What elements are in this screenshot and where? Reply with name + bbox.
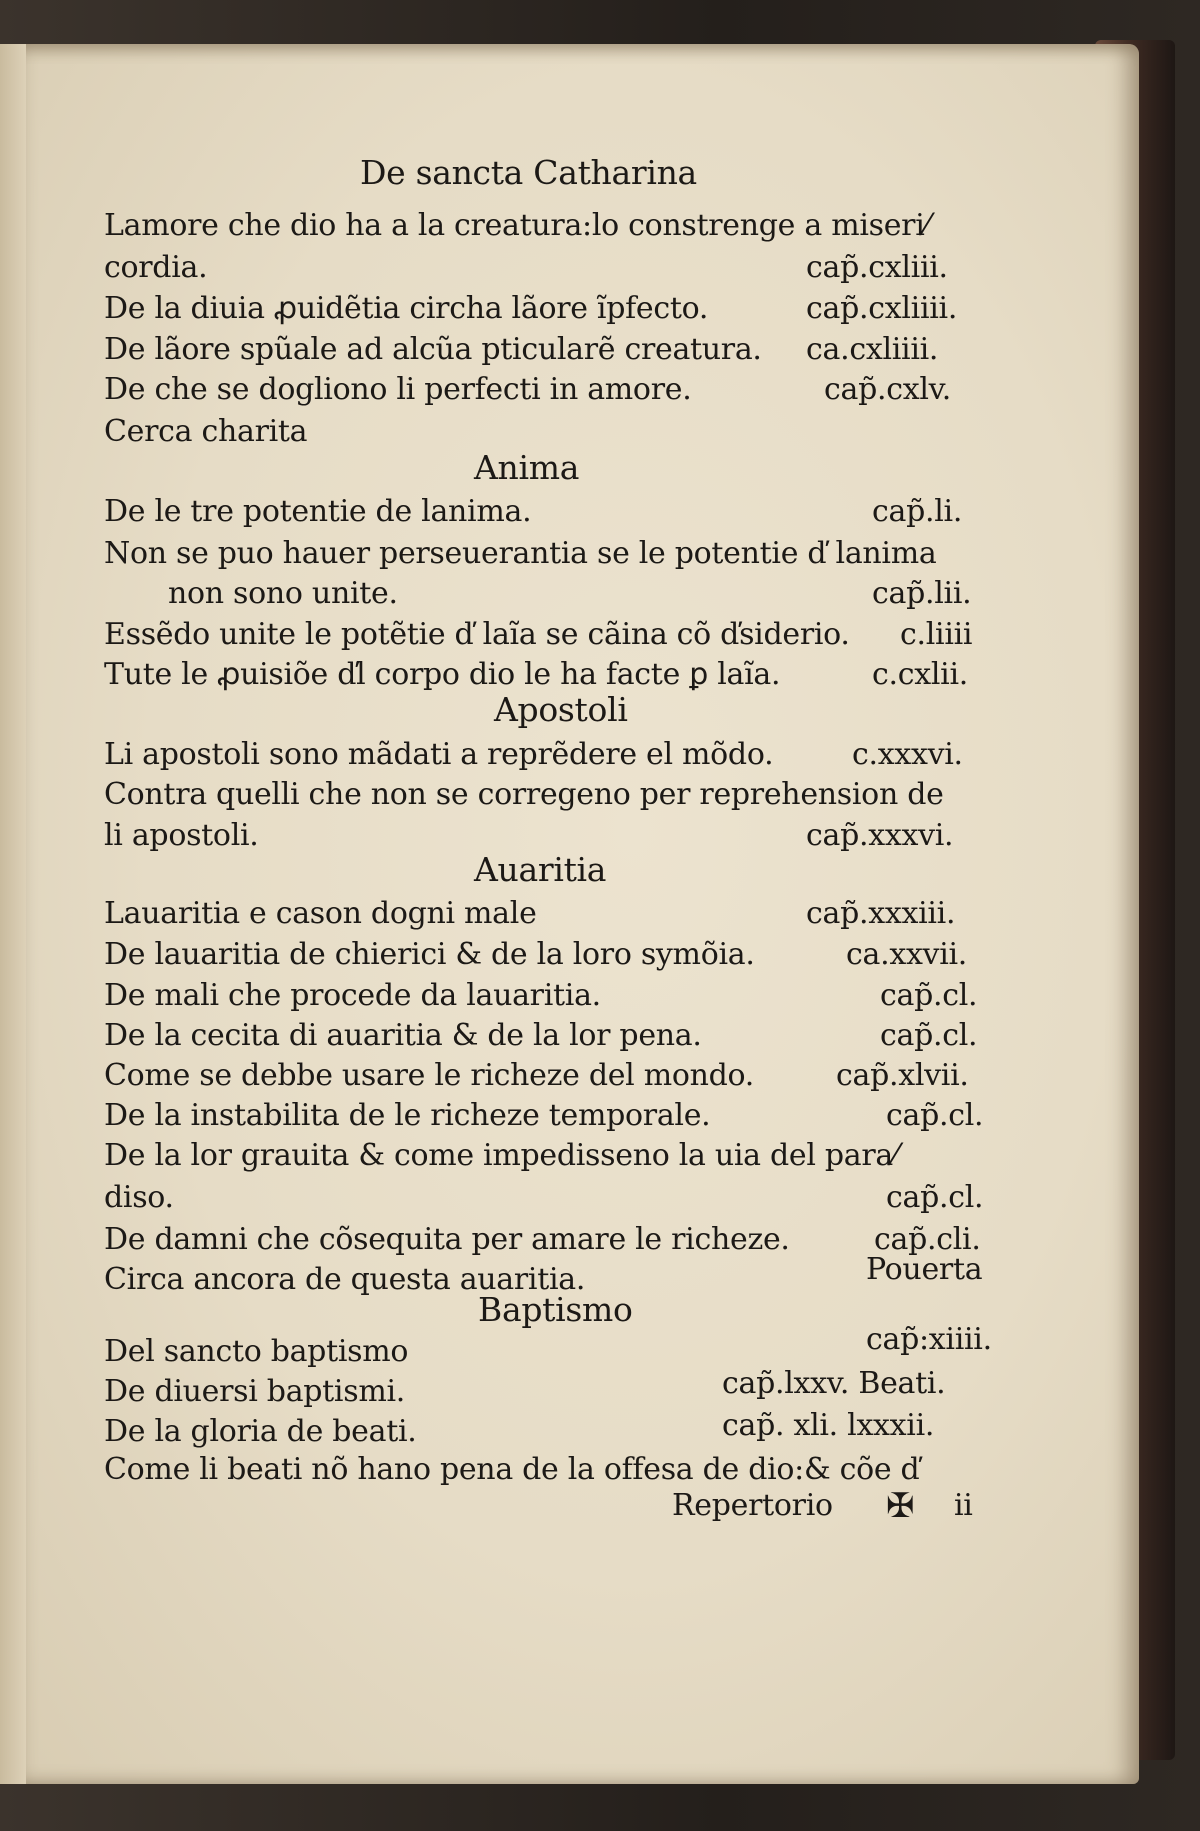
entry-ref: ca.cxliiii. bbox=[806, 332, 939, 367]
entry-text: Lauaritia e cason dogni male bbox=[104, 896, 537, 931]
entry-text: Non se puo hauer perseuerantia se le potentie ď lanima bbox=[104, 536, 937, 571]
entry-ref: cap̃.cl. bbox=[880, 978, 978, 1013]
entry-text: Cerca charita bbox=[104, 414, 308, 449]
signature-mark: ii bbox=[954, 1488, 973, 1523]
entry-text: De la diuia ꝓuidẽtia circha lãore ĩpfecto. bbox=[104, 291, 709, 326]
entry-text: Come li beati nõ hano pena de la offesa de dio:& cõe ď bbox=[104, 1452, 920, 1487]
entry-text: Li apostoli sono mãdati a reprẽdere el mõdo. bbox=[104, 737, 774, 772]
entry-ref: cap̃.cxlv. bbox=[824, 372, 951, 407]
entry-ref: cap̃.li. bbox=[872, 494, 963, 529]
entry-text: De damni che cõsequita per amare le richeze. bbox=[104, 1222, 790, 1257]
entry-ref: cap̃.xxxvi. bbox=[806, 818, 954, 853]
entry-text: De lãore spũale ad alcũa pticularẽ creatura. bbox=[104, 332, 762, 367]
entry-ref: cap̃.cl. bbox=[886, 1098, 984, 1133]
entry-ref: cap̃.cxliiii. bbox=[806, 291, 958, 326]
entry-ref: cap̃:xiiii. bbox=[866, 1322, 992, 1357]
catchword: Repertorio bbox=[672, 1488, 833, 1523]
entry-text: De mali che procede da lauaritia. bbox=[104, 978, 601, 1013]
entry-ref: cap̃.cli. bbox=[874, 1222, 981, 1257]
entry-ref: c.xxxvi. bbox=[852, 737, 963, 772]
entry-text: Contra quelli che non se corregeno per reprehension de bbox=[104, 777, 944, 812]
entry-text: Circa ancora de questa auaritia. bbox=[104, 1262, 586, 1297]
entry-text: De la cecita di auaritia & de la lor pena. bbox=[104, 1018, 702, 1053]
entry-ref: cap̃.cl. bbox=[886, 1180, 984, 1215]
entry-text: Tute le ꝓuisiõe ďl corpo dio le ha facte ꝑ laĩa. bbox=[104, 657, 781, 692]
entry-ref: cap̃.cxliii. bbox=[806, 250, 948, 285]
section-heading: Auaritia bbox=[474, 850, 607, 889]
entry-text: li apostoli. bbox=[104, 818, 259, 853]
entry-text: De lauaritia de chierici & de la loro symõia. bbox=[104, 937, 755, 972]
entry-ref: c.cxlii. bbox=[872, 657, 968, 692]
entry-text: diso. bbox=[104, 1180, 174, 1215]
entry-text: Come se debbe usare le richeze del mondo. bbox=[104, 1058, 755, 1093]
entry-ref: c.liiii bbox=[900, 617, 973, 652]
entry-ref: cap̃. xli. lxxxii. bbox=[722, 1408, 935, 1443]
section-heading: Baptismo bbox=[478, 1290, 633, 1329]
entry-text: De le tre potentie de lanima. bbox=[104, 494, 532, 529]
running-head: De sancta Catharina bbox=[360, 153, 697, 192]
entry-text: Lamore che dio ha a la creatura:lo constrenge a miseri⁄ bbox=[104, 208, 930, 243]
entry-ref: cap̃.cl. bbox=[880, 1018, 978, 1053]
entry-ref: ca.xxvii. bbox=[846, 937, 968, 972]
entry-ref: cap̃.xxxiii. bbox=[806, 896, 956, 931]
entry-ref: Pouerta bbox=[866, 1252, 983, 1287]
entry-text: De che se dogliono li perfecti in amore. bbox=[104, 372, 692, 407]
entry-text: Del sancto baptismo bbox=[104, 1334, 409, 1369]
entry-text: non sono unite. bbox=[168, 576, 398, 611]
section-heading: Apostoli bbox=[494, 690, 628, 729]
entry-text: Essẽdo unite le potẽtie ď laĩa se cãina cõ ďsiderio. bbox=[104, 617, 850, 652]
entry-text: cordia. bbox=[104, 250, 208, 285]
section-heading: Anima bbox=[474, 448, 580, 487]
entry-ref: cap̃.xlvii. bbox=[836, 1058, 969, 1093]
entry-text: De diuersi baptismi. bbox=[104, 1374, 406, 1409]
entry-text: De la instabilita de le richeze temporale. bbox=[104, 1098, 711, 1133]
entry-ref: cap̃.lxxv. Beati. bbox=[722, 1366, 946, 1401]
cross-mark-icon: ✠ bbox=[886, 1486, 915, 1526]
entry-text: De la gloria de beati. bbox=[104, 1414, 417, 1449]
entry-ref: cap̃.lii. bbox=[872, 576, 972, 611]
entry-text: De la lor grauita & come impedisseno la uia del para⁄ bbox=[104, 1138, 898, 1173]
